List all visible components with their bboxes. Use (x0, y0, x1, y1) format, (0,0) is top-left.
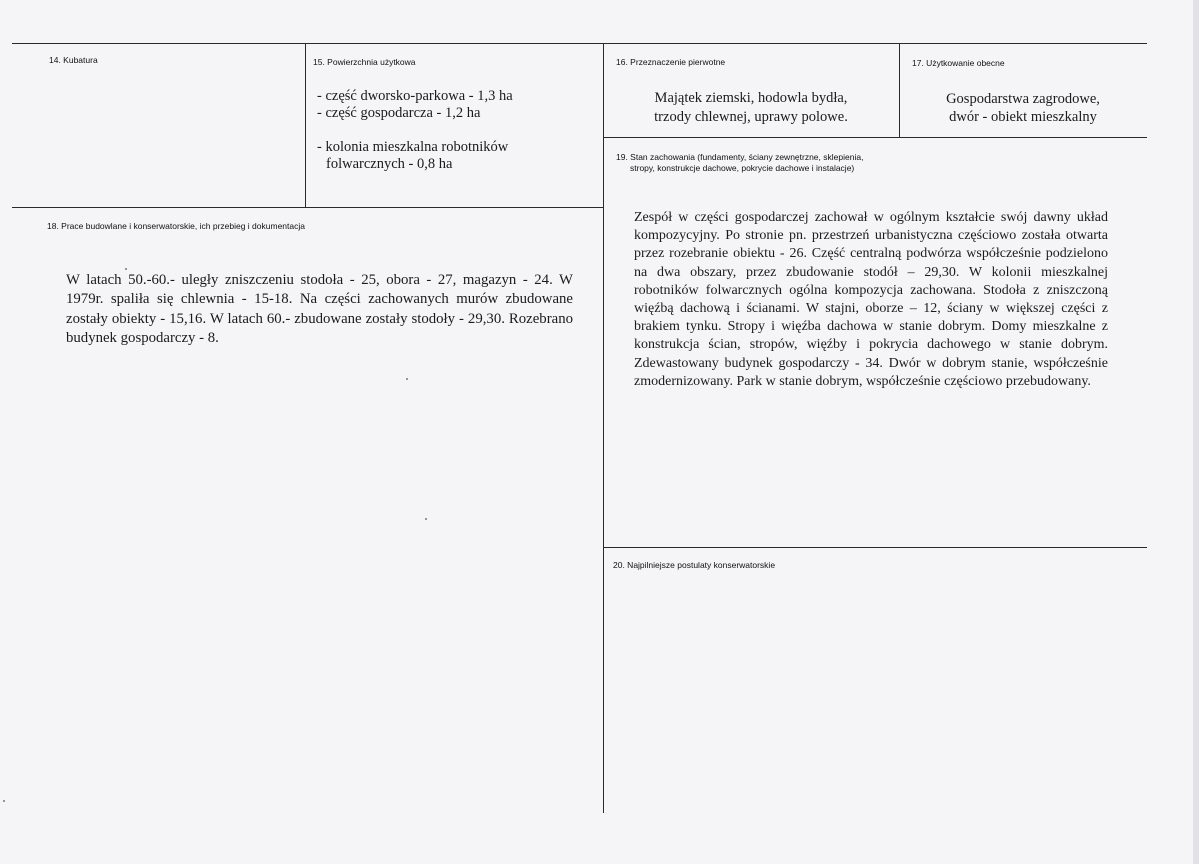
scan-speck (3, 800, 5, 802)
stan-label-line-2: stropy, konstrukcje dachowe, pokrycie dachowe i instalacje) (630, 163, 855, 173)
uzytkowanie-label: 17. Użytkowanie obecne (912, 58, 1005, 68)
kubatura-label: 14. Kubatura (49, 55, 98, 65)
powierzchnia-line-4: folwarcznych - 0,8 ha (326, 156, 453, 172)
top-border-line (12, 43, 1147, 44)
divider-15-18 (12, 207, 603, 208)
scan-speck (125, 268, 127, 270)
stan-label-line-1: 19. Stan zachowania (fundamenty, ściany zewnętrzne, sklepienia, (616, 152, 864, 162)
scan-speck (425, 518, 427, 520)
prace-text: W latach 50.-60.- uległy zniszczeniu stodoła - 25, obora - 27, magazyn - 24. W 1979r. spaliła się chlewnia - 15-18. Na części zachowanych murów zbudowane zostały obiekty - 15,16. W latach 60.- zbudowane zostały stodoły - 29,30. Rozebrano budynek gospodarczy - 8. (66, 272, 573, 346)
divider-19-20 (603, 547, 1147, 548)
powierzchnia-line-1: - część dworsko-parkowa - 1,3 ha (317, 88, 513, 104)
powierzchnia-line-2: - część gospodarcza - 1,2 ha (317, 105, 481, 121)
stan-text: Zespół w części gospodarczej zachował w ogólnym kształcie swój dawny układ kompozycyjny. Po stronie pn. przestrzeń urbanistyczna częściowo została otwarta przez rozebranie obiektu - 26. Część centralną podwórza współcześnie podzielono na dwa obszary, przez zbudowanie stodół – 29,30. W kolonii mieszkalnej robotników folwarcznych ogólna kompozycja zachowana. Stodoła z zniszczoną więźbą dachową i ścianami. W stajni, oborze – 12, ściany w większej części z brakiem tynku. Stropy i więźba dachowa w stanie dobrym. Domy mieszkalne z konstrukcja ścian, stropów, więźby i pokrycia dachowego w stanie dobrym. Zdewastowany budynek gospodarczy - 34. Dwór w dobrym stanie, współcześnie zmodernizowany. Park w stanie dobrym, współcześnie częściowo przebudowany. (634, 210, 1108, 389)
przeznaczenie-line-1: Majątek ziemski, hodowla bydła, (654, 90, 848, 106)
przeznaczenie-line-2: trzody chlewnej, uprawy polowe. (654, 109, 848, 125)
divider-14-15 (305, 43, 306, 207)
scan-speck (406, 378, 408, 380)
divider-16-19 (603, 137, 1147, 138)
page-edge-shadow (1193, 0, 1199, 864)
uzytkowanie-line-1: Gospodarstwa zagrodowe, (946, 91, 1100, 107)
prace-label: 18. Prace budowlane i konserwatorskie, ich przebieg i dokumentacja (47, 221, 305, 231)
przeznaczenie-label: 16. Przeznaczenie pierwotne (616, 57, 726, 67)
powierzchnia-line-3: - kolonia mieszkalna robotników (317, 139, 509, 155)
postulaty-label: 20. Najpilniejsze postulaty konserwatorskie (613, 560, 776, 570)
powierzchnia-label: 15. Powierzchnia użytkowa (313, 57, 416, 67)
uzytkowanie-line-2: dwór - obiekt mieszkalny (949, 109, 1097, 125)
divider-15-16 (603, 43, 604, 813)
